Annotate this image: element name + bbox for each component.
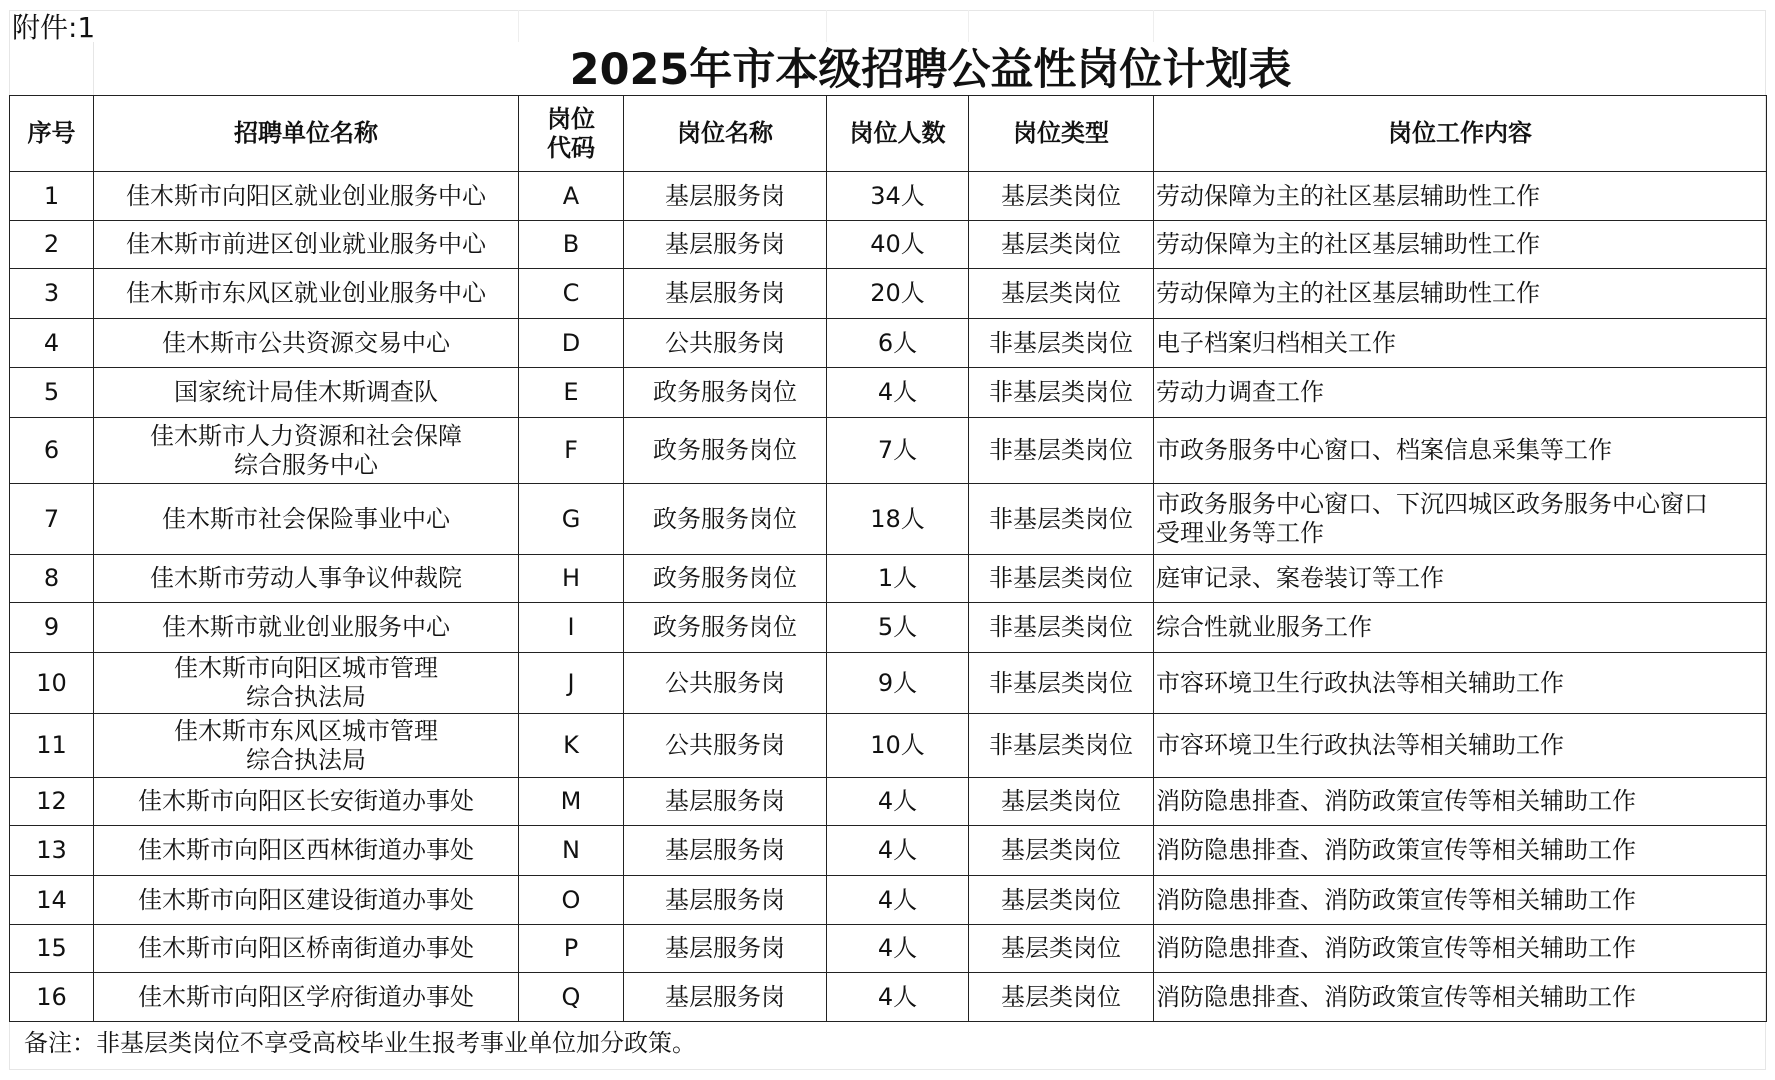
cell-type: 基层类岗位 <box>969 172 1154 221</box>
cell-content: 市政务服务中心窗口、档案信息采集等工作 <box>1154 418 1767 484</box>
cell-position: 基层服务岗 <box>624 876 827 925</box>
cell-count: 7人 <box>827 418 969 484</box>
cell-unit: 佳木斯市向阳区学府街道办事处 <box>94 973 519 1022</box>
cell-no: 14 <box>10 876 94 925</box>
cell-content: 劳动保障为主的社区基层辅助性工作 <box>1154 172 1767 221</box>
cell-count: 18人 <box>827 484 969 555</box>
cell-position: 政务服务岗位 <box>624 418 827 484</box>
gridline <box>826 10 827 42</box>
cell-type: 非基层类岗位 <box>969 484 1154 555</box>
cell-no: 15 <box>10 925 94 973</box>
cell-unit: 佳木斯市向阳区就业创业服务中心 <box>94 172 519 221</box>
gridline <box>968 10 969 42</box>
cell-count: 4人 <box>827 778 969 826</box>
header-code: 岗位 代码 <box>519 96 624 172</box>
cell-count: 4人 <box>827 876 969 925</box>
cell-unit: 佳木斯市就业创业服务中心 <box>94 603 519 653</box>
cell-code: A <box>519 172 624 221</box>
table-row <box>10 319 1767 368</box>
cell-count: 5人 <box>827 603 969 653</box>
table-row <box>10 555 1767 603</box>
cell-content: 市容环境卫生行政执法等相关辅助工作 <box>1154 714 1767 778</box>
table-row <box>10 826 1767 876</box>
header-unit: 招聘单位名称 <box>94 96 519 172</box>
cell-content: 消防隐患排查、消防政策宣传等相关辅助工作 <box>1154 925 1767 973</box>
cell-type: 非基层类岗位 <box>969 319 1154 368</box>
cell-content: 消防隐患排查、消防政策宣传等相关辅助工作 <box>1154 973 1767 1022</box>
cell-content: 消防隐患排查、消防政策宣传等相关辅助工作 <box>1154 778 1767 826</box>
cell-position: 政务服务岗位 <box>624 555 827 603</box>
cell-position: 政务服务岗位 <box>624 603 827 653</box>
cell-no: 12 <box>10 778 94 826</box>
cell-no: 4 <box>10 319 94 368</box>
table-row <box>10 418 1767 484</box>
cell-position: 基层服务岗 <box>624 925 827 973</box>
table-header <box>10 96 1767 172</box>
table-row <box>10 973 1767 1022</box>
cell-unit: 国家统计局佳木斯调查队 <box>94 368 519 418</box>
cell-content: 市容环境卫生行政执法等相关辅助工作 <box>1154 653 1767 714</box>
cell-code: J <box>519 653 624 714</box>
cell-code: N <box>519 826 624 876</box>
header-content: 岗位工作内容 <box>1154 96 1767 172</box>
cell-type: 非基层类岗位 <box>969 368 1154 418</box>
cell-count: 40人 <box>827 221 969 269</box>
cell-count: 4人 <box>827 973 969 1022</box>
cell-count: 20人 <box>827 269 969 319</box>
table-row <box>10 221 1767 269</box>
cell-no: 2 <box>10 221 94 269</box>
header-type: 岗位类型 <box>969 96 1154 172</box>
cell-no: 11 <box>10 714 94 778</box>
cell-content: 消防隐患排查、消防政策宣传等相关辅助工作 <box>1154 876 1767 925</box>
cell-type: 基层类岗位 <box>969 778 1154 826</box>
table-row <box>10 368 1767 418</box>
cell-type: 基层类岗位 <box>969 876 1154 925</box>
cell-content: 综合性就业服务工作 <box>1154 603 1767 653</box>
cell-no: 7 <box>10 484 94 555</box>
cell-no: 10 <box>10 653 94 714</box>
cell-count: 6人 <box>827 319 969 368</box>
cell-no: 9 <box>10 603 94 653</box>
cell-content: 劳动保障为主的社区基层辅助性工作 <box>1154 221 1767 269</box>
cell-no: 8 <box>10 555 94 603</box>
cell-no: 6 <box>10 418 94 484</box>
cell-content: 劳动保障为主的社区基层辅助性工作 <box>1154 269 1767 319</box>
cell-no: 3 <box>10 269 94 319</box>
cell-code: E <box>519 368 624 418</box>
cell-type: 基层类岗位 <box>969 269 1154 319</box>
cell-content: 消防隐患排查、消防政策宣传等相关辅助工作 <box>1154 826 1767 876</box>
cell-type: 非基层类岗位 <box>969 418 1154 484</box>
table-row <box>10 603 1767 653</box>
cell-position: 政务服务岗位 <box>624 368 827 418</box>
cell-unit: 佳木斯市劳动人事争议仲裁院 <box>94 555 519 603</box>
cell-position: 政务服务岗位 <box>624 484 827 555</box>
page-title: 2025年市本级招聘公益性岗位计划表 <box>93 42 1767 95</box>
cell-code: Q <box>519 973 624 1022</box>
table-row <box>10 172 1767 221</box>
cell-position: 公共服务岗 <box>624 653 827 714</box>
cell-unit: 佳木斯市向阳区建设街道办事处 <box>94 876 519 925</box>
cell-code: M <box>519 778 624 826</box>
recruitment-table <box>9 95 1767 1022</box>
cell-code: B <box>519 221 624 269</box>
header-no: 序号 <box>10 96 94 172</box>
gridline <box>518 10 519 42</box>
cell-unit: 佳木斯市向阳区城市管理 综合执法局 <box>94 653 519 714</box>
cell-position: 基层服务岗 <box>624 973 827 1022</box>
cell-type: 基层类岗位 <box>969 221 1154 269</box>
cell-unit: 佳木斯市人力资源和社会保障 综合服务中心 <box>94 418 519 484</box>
cell-code: H <box>519 555 624 603</box>
cell-unit: 佳木斯市东风区城市管理 综合执法局 <box>94 714 519 778</box>
cell-unit: 佳木斯市社会保险事业中心 <box>94 484 519 555</box>
table-row <box>10 876 1767 925</box>
cell-position: 基层服务岗 <box>624 826 827 876</box>
cell-count: 34人 <box>827 172 969 221</box>
table-row <box>10 269 1767 319</box>
table-row <box>10 653 1767 714</box>
cell-unit: 佳木斯市公共资源交易中心 <box>94 319 519 368</box>
cell-unit: 佳木斯市向阳区长安街道办事处 <box>94 778 519 826</box>
cell-code: K <box>519 714 624 778</box>
cell-code: P <box>519 925 624 973</box>
cell-count: 9人 <box>827 653 969 714</box>
cell-position: 基层服务岗 <box>624 221 827 269</box>
cell-unit: 佳木斯市前进区创业就业服务中心 <box>94 221 519 269</box>
cell-count: 4人 <box>827 368 969 418</box>
cell-type: 基层类岗位 <box>969 826 1154 876</box>
cell-type: 非基层类岗位 <box>969 555 1154 603</box>
cell-position: 公共服务岗 <box>624 319 827 368</box>
table-row <box>10 714 1767 778</box>
cell-position: 基层服务岗 <box>624 269 827 319</box>
cell-count: 4人 <box>827 826 969 876</box>
cell-count: 10人 <box>827 714 969 778</box>
cell-count: 1人 <box>827 555 969 603</box>
cell-code: D <box>519 319 624 368</box>
cell-type: 基层类岗位 <box>969 973 1154 1022</box>
table-row <box>10 778 1767 826</box>
cell-position: 基层服务岗 <box>624 778 827 826</box>
header-position: 岗位名称 <box>624 96 827 172</box>
cell-unit: 佳木斯市东风区就业创业服务中心 <box>94 269 519 319</box>
cell-code: C <box>519 269 624 319</box>
cell-content: 庭审记录、案卷装订等工作 <box>1154 555 1767 603</box>
cell-position: 基层服务岗 <box>624 172 827 221</box>
footnote: 备注：非基层类岗位不享受高校毕业生报考事业单位加分政策。 <box>24 1029 696 1057</box>
attachment-label: 附件:1 <box>12 11 96 42</box>
gridline <box>1153 10 1154 42</box>
cell-content: 电子档案归档相关工作 <box>1154 319 1767 368</box>
header-count: 岗位人数 <box>827 96 969 172</box>
cell-code: F <box>519 418 624 484</box>
cell-code: O <box>519 876 624 925</box>
cell-content: 市政务服务中心窗口、下沉四城区政务服务中心窗口 受理业务等工作 <box>1154 484 1767 555</box>
cell-no: 16 <box>10 973 94 1022</box>
cell-type: 基层类岗位 <box>969 925 1154 973</box>
cell-type: 非基层类岗位 <box>969 714 1154 778</box>
cell-position: 公共服务岗 <box>624 714 827 778</box>
cell-code: I <box>519 603 624 653</box>
cell-no: 5 <box>10 368 94 418</box>
cell-code: G <box>519 484 624 555</box>
cell-type: 非基层类岗位 <box>969 603 1154 653</box>
table-row <box>10 925 1767 973</box>
cell-unit: 佳木斯市向阳区西林街道办事处 <box>94 826 519 876</box>
cell-count: 4人 <box>827 925 969 973</box>
cell-unit: 佳木斯市向阳区桥南街道办事处 <box>94 925 519 973</box>
cell-type: 非基层类岗位 <box>969 653 1154 714</box>
cell-no: 13 <box>10 826 94 876</box>
table-row <box>10 484 1767 555</box>
cell-content: 劳动力调查工作 <box>1154 368 1767 418</box>
cell-no: 1 <box>10 172 94 221</box>
